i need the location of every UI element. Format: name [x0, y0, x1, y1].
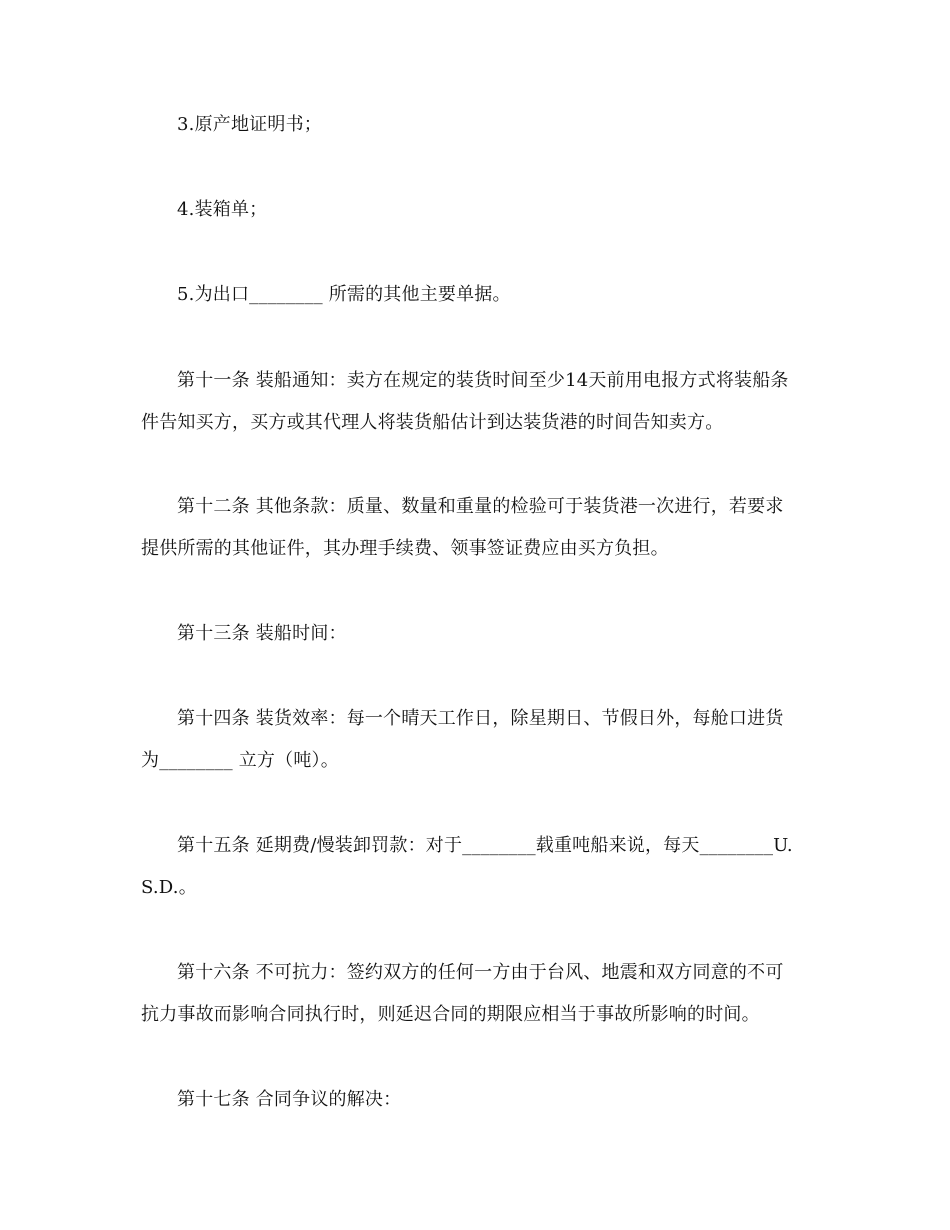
article-15-line-1: 第十五条 延期费/慢装卸罚款：对于________载重吨船来说，每天________U.	[177, 835, 793, 856]
article-16-line-1: 第十六条 不可抗力：签约双方的任何一方由于台风、地震和双方同意的不可	[177, 962, 784, 983]
article-12-line-2: 提供所需的其他证件，其办理手续费、领事签证费应由买方负担。	[141, 538, 669, 559]
article-13-line-1: 第十三条 装船时间：	[177, 623, 347, 644]
article-15-line-2: S.D.。	[141, 877, 197, 898]
list-item-other-export-documents: 5.为出口________ 所需的其他主要单据。	[177, 284, 511, 305]
article-14-line-2: 为________ 立方（吨）。	[141, 750, 339, 771]
article-11-line-2: 件告知买方，买方或其代理人将装货船估计到达装货港的时间告知卖方。	[141, 412, 724, 433]
article-14-line-1: 第十四条 装货效率：每一个晴天工作日，除星期日、节假日外，每舱口进货	[177, 708, 784, 729]
article-16-line-2: 抗力事故而影响合同执行时，则延迟合同的期限应相当于事故所影响的时间。	[141, 1004, 760, 1025]
article-17-line-1: 第十七条 合同争议的解决：	[177, 1089, 402, 1110]
list-item-packing-list: 4.装箱单；	[177, 199, 268, 220]
article-12-line-1: 第十二条 其他条款：质量、数量和重量的检验可于装货港一次进行，若要求	[177, 496, 784, 517]
list-item-certificate-of-origin: 3.原产地证明书；	[177, 114, 322, 135]
article-11-line-1: 第十一条 装船通知：卖方在规定的装货时间至少14天前用电报方式将装船条	[177, 370, 789, 391]
